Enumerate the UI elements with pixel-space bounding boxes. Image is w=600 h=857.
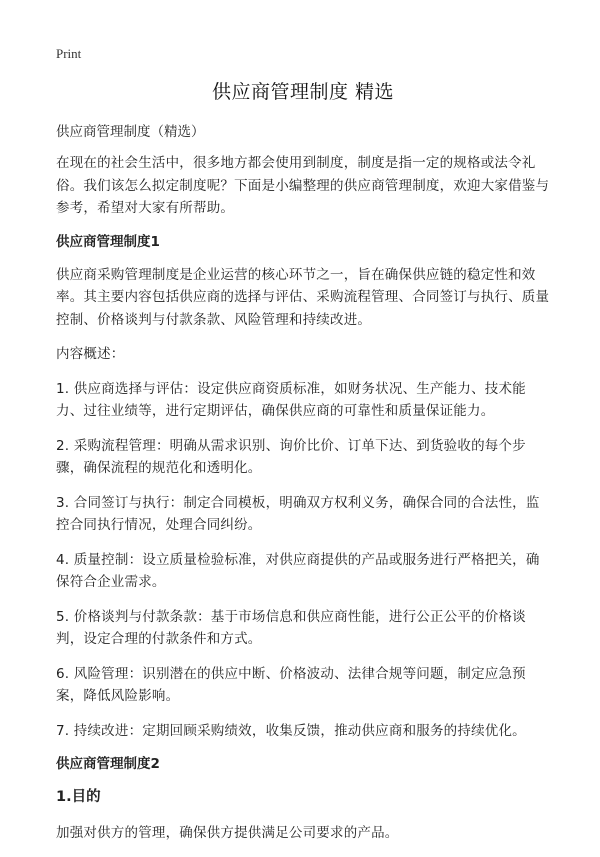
list-item: 4. 质量控制：设立质量检验标准，对供应商提供的产品或服务进行严格把关，确保符合企业需求。 (56, 551, 540, 590)
list-item: 3. 合同签订与执行：制定合同模板，明确双方权利义务，确保合同的合法性，监控合同执行情况，处理合同纠纷。 (56, 494, 540, 533)
list-item: 2. 采购流程管理：明确从需求识别、询价比价、订单下达、到货验收的每个步骤，确保流程的规范化和透明化。 (56, 437, 526, 476)
list-item: 5. 价格谈判与付款条款：基于市场信息和供应商性能，进行公正公平的价格谈判，设定合理的付款条件和方式。 (56, 608, 526, 647)
list-item: 7. 持续改进：定期回顾采购绩效，收集反馈，推动供应商和服务的持续优化。 (56, 722, 526, 739)
section1-heading: 供应商管理制度1 (56, 233, 160, 250)
list-item: 1. 供应商选择与评估：设定供应商资质标准，如财务状况、生产能力、技术能力、过往业绩等，进行定期评估，确保供应商的可靠性和质量保证能力。 (56, 380, 526, 419)
page-title: 供应商管理制度 精选 (211, 81, 395, 103)
document-subtitle: 供应商管理制度（精选） (56, 124, 205, 140)
section1-paragraph: 供应商采购管理制度是企业运营的核心环节之一，旨在确保供应链的稳定性和效率。其主要内容包括供应商的选择与评估、采购流程管理、合同签订与执行、质量控制、价格谈判与付款条款、风险管理和持续改进。 (56, 266, 550, 328)
section2-paragraph: 加强对供方的管理，确保供方提供满足公司要求的产品。 (56, 825, 399, 841)
list-item: 6. 风险管理：识别潜在的供应中断、价格波动、法律合规等问题，制定应急预案，降低风险影响。 (56, 665, 526, 704)
document-body (56, 78, 550, 857)
overview-label: 内容概述： (56, 346, 125, 362)
intro-paragraph: 在现在的社会生活中，很多地方都会使用到制度，制度是指一定的规格或法令礼俗。我们该怎么拟定制度呢？下面是小编整理的供应商管理制度，欢迎大家借鉴与参考，希望对大家有所帮助。 (56, 155, 550, 216)
section2-subheading: 1.目的 (56, 789, 101, 805)
section2-heading: 供应商管理制度2 (56, 756, 160, 772)
print-link[interactable]: Print (56, 46, 82, 61)
